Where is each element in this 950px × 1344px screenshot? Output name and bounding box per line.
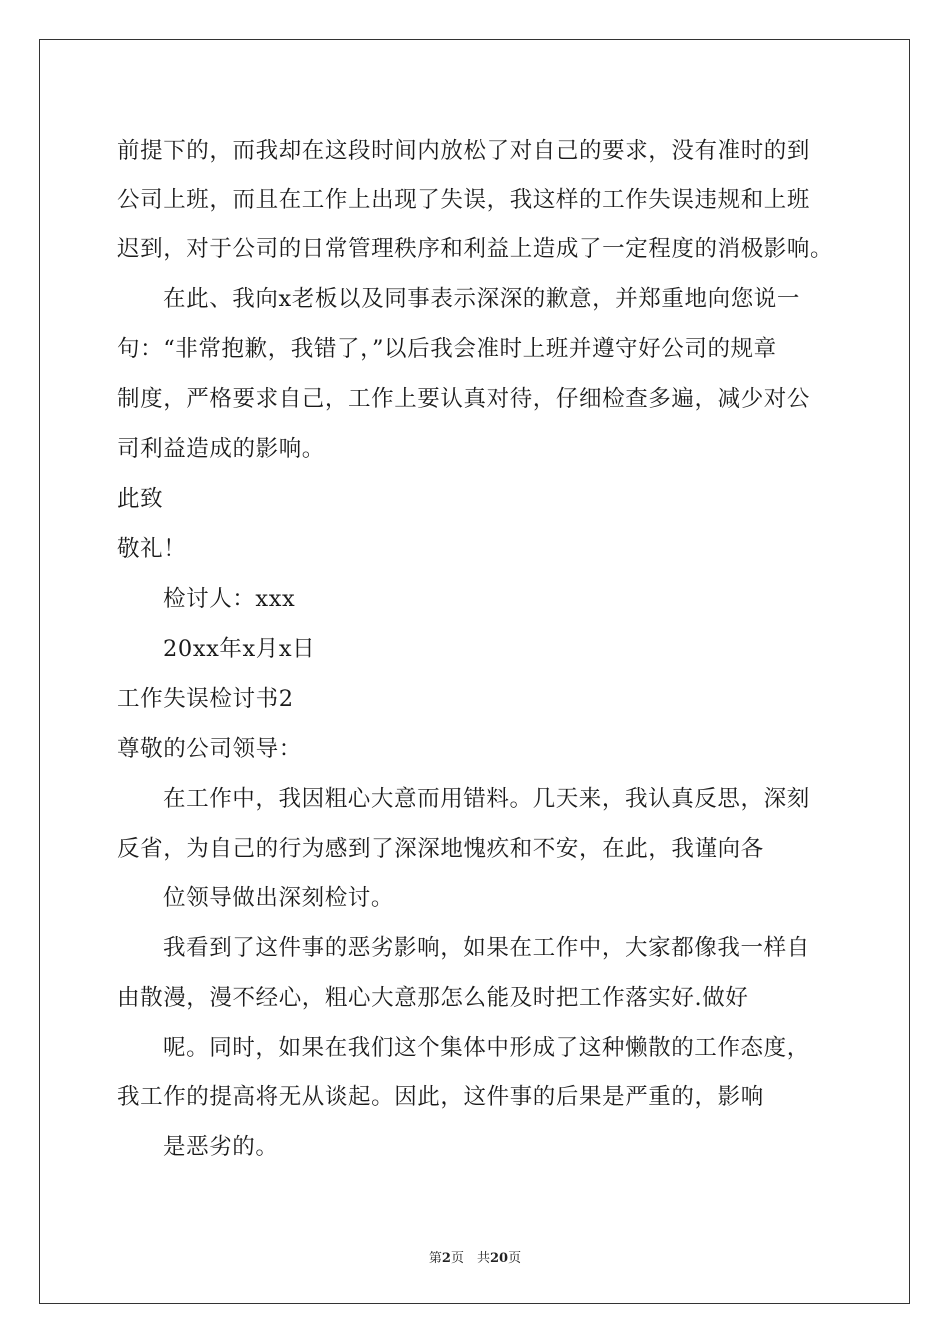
body-line-2: 公司上班，而且在工作上出现了失误，我这样的工作失误违规和上班 xyxy=(117,187,811,213)
closing-ci-zhi: 此致 xyxy=(117,486,164,512)
body-line-17: 我看到了这件事的恶劣影响，如果在工作中，大家都像我一样自 xyxy=(163,935,810,961)
page-footer xyxy=(0,1247,950,1266)
body-line-7: 司利益造成的影响。 xyxy=(117,436,325,462)
footer-total-pages: 20 xyxy=(489,1251,509,1266)
body-line-19: 呢。同时，如果在我们这个集体中形成了这种懒散的工作态度， xyxy=(163,1035,810,1061)
body-line-3: 迟到，对于公司的日常管理秩序和利益上造成了一定程度的消极影响。 xyxy=(117,236,834,262)
closing-jing-li: 敬礼！ xyxy=(117,536,187,562)
body-line-1: 前提下的，而我却在这段时间内放松了对自己的要求，没有准时的到 xyxy=(117,138,811,164)
footer-suffix: 页 xyxy=(508,1251,522,1266)
body-line-18: 由散漫，漫不经心，粗心大意那怎么能及时把工作落实好.做好 xyxy=(117,985,749,1011)
signature-date: 20xx年x月x日 xyxy=(163,636,316,662)
footer-current-page: 2 xyxy=(441,1251,451,1266)
page-frame xyxy=(39,39,910,1304)
section-title: 工作失误检讨书2 xyxy=(117,686,294,712)
salutation: 尊敬的公司领导： xyxy=(117,736,302,762)
body-line-6: 制度，严格要求自己，工作上要认真对待，仔细检查多遍，减少对公 xyxy=(117,386,811,412)
body-line-4: 在此、我向x老板以及同事表示深深的歉意，并郑重地向您说一 xyxy=(163,286,800,312)
body-line-5: 句：“非常抱歉，我错了，”以后我会准时上班并遵守好公司的规章 xyxy=(117,336,777,362)
body-line-21: 是恶劣的。 xyxy=(163,1134,279,1160)
body-line-16: 位领导做出深刻检讨。 xyxy=(163,885,395,911)
body-line-15: 反省，为自己的行为感到了深深地愧疚和不安，在此，我谨向各 xyxy=(117,836,764,862)
footer-mid: 页 共 xyxy=(450,1251,490,1266)
body-line-14: 在工作中，我因粗心大意而用错料。几天来，我认真反思，深刻 xyxy=(163,786,810,812)
body-line-20: 我工作的提高将无从谈起。因此，这件事的后果是严重的，影响 xyxy=(117,1084,764,1110)
signature-author: 检讨人：xxx xyxy=(163,586,296,612)
footer-prefix: 第 xyxy=(428,1251,442,1266)
